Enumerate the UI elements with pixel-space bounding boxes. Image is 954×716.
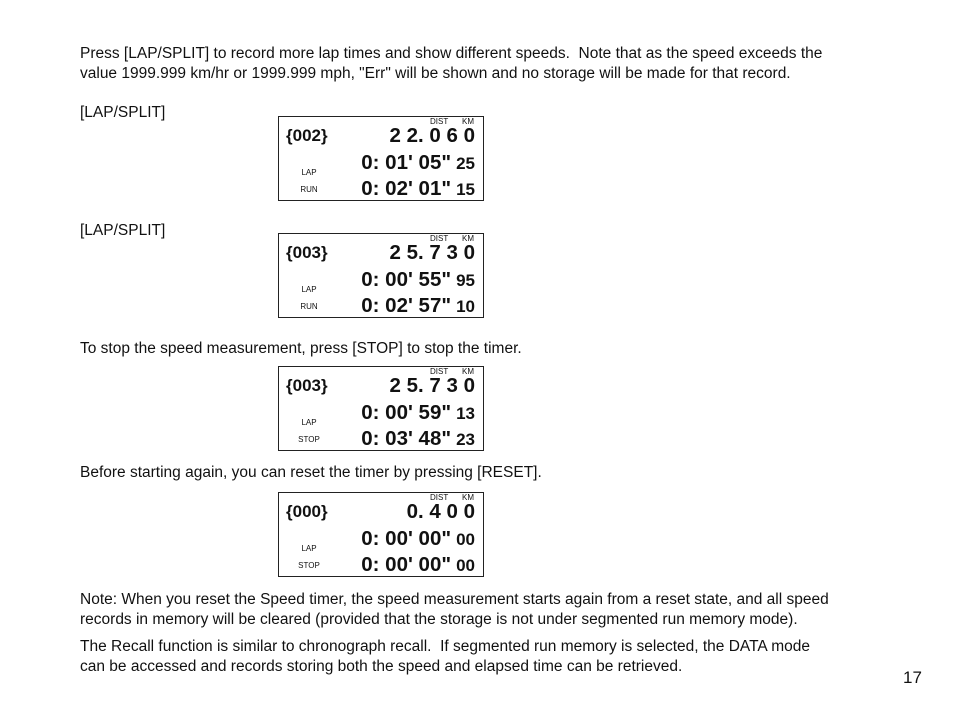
lcd-dist-label: DIST <box>430 234 449 243</box>
lcd-distance: 2 2. 0 6 0 <box>389 124 475 147</box>
lcd-total-time: 0: 00' 00" <box>361 553 452 576</box>
lcd-record-number: {000} <box>286 502 328 521</box>
page-number: 17 <box>903 668 922 687</box>
lcd-lap-time: 0: 00' 55" <box>361 268 452 291</box>
intro-paragraph <box>80 44 822 84</box>
lcd-lap-label: LAP <box>301 544 317 553</box>
paragraph-line: can be accessed and records storing both the speed and elapsed time can be retrieved. <box>80 658 683 675</box>
lcd-total-time-row <box>361 177 475 202</box>
lcd-unit-label: KM <box>462 367 474 376</box>
lcd-lap-time-row <box>361 268 475 293</box>
lcd-total-time-row <box>361 294 475 319</box>
lcd-unit-label: KM <box>462 234 474 243</box>
lcd-lap-time-hundredths: 25 <box>456 154 475 173</box>
paragraph-line: The Recall function is similar to chronograph recall. If segmented run memory is selected, the DATA mode <box>80 638 810 655</box>
lcd-lap-time: 0: 00' 59" <box>361 401 452 424</box>
note-paragraph <box>80 590 829 630</box>
lcd-total-time: 0: 03' 48" <box>361 427 452 450</box>
lcd-dist-label: DIST <box>430 367 449 376</box>
lcd-lap-time-row <box>361 401 475 426</box>
lcd-distance: 2 5. 7 3 0 <box>389 374 475 397</box>
lcd-status-label: STOP <box>298 561 320 570</box>
paragraph-line: Note: When you reset the Speed timer, the speed measurement starts again from a reset state, and all speed <box>80 591 829 608</box>
paragraph-line: To stop the speed measurement, press [STOP] to stop the timer. <box>80 340 522 357</box>
paragraph-line: Before starting again, you can reset the timer by pressing [RESET]. <box>80 464 542 481</box>
lcd-status-label: STOP <box>298 435 320 444</box>
reset-instruction <box>80 463 542 483</box>
lcd-total-time: 0: 02' 57" <box>361 294 452 317</box>
lcd-total-time-row <box>361 427 475 452</box>
lcd-unit-label: KM <box>462 493 474 502</box>
step-label: [LAP/SPLIT] <box>80 104 166 121</box>
paragraph-line: Press [LAP/SPLIT] to record more lap times and show different speeds. Note that as the speed exceeds the <box>80 45 823 62</box>
lcd-total-time-row <box>361 553 475 578</box>
lcd-record-number: {003} <box>286 376 328 395</box>
lcd-dist-label: DIST <box>430 117 449 126</box>
lcd-display-4 <box>278 492 484 577</box>
recall-paragraph <box>80 637 810 677</box>
lcd-display-1 <box>278 116 484 201</box>
lcd-lap-time-hundredths: 13 <box>456 404 475 423</box>
lcd-lap-time-hundredths: 95 <box>456 271 475 290</box>
lcd-display-3 <box>278 366 484 451</box>
lcd-lap-time: 0: 00' 00" <box>361 527 452 550</box>
lcd-total-time-hundredths: 15 <box>456 180 475 199</box>
lcd-dist-label: DIST <box>430 493 449 502</box>
paragraph-line: records in memory will be cleared (provided that the storage is not under segmented run memory mode). <box>80 611 798 628</box>
lcd-distance: 2 5. 7 3 0 <box>389 241 475 264</box>
step-label-lap-split-1 <box>80 103 165 123</box>
lcd-lap-time-row <box>361 527 475 552</box>
lcd-lap-time-row <box>361 151 475 176</box>
lcd-lap-time: 0: 01' 05" <box>361 151 452 174</box>
lcd-total-time-hundredths: 23 <box>456 430 475 449</box>
lcd-lap-label: LAP <box>301 285 317 294</box>
step-label: [LAP/SPLIT] <box>80 222 166 239</box>
lcd-lap-label: LAP <box>301 418 317 427</box>
lcd-record-number: {003} <box>286 243 328 262</box>
lcd-total-time-hundredths: 00 <box>456 556 475 575</box>
lcd-total-time-hundredths: 10 <box>456 297 475 316</box>
lcd-unit-label: KM <box>462 117 474 126</box>
paragraph-line: value 1999.999 km/hr or 1999.999 mph, "Err" will be shown and no storage will be made for that record. <box>80 65 791 82</box>
lcd-total-time: 0: 02' 01" <box>361 177 452 200</box>
step-label-lap-split-2 <box>80 221 165 241</box>
lcd-status-label: RUN <box>300 185 318 194</box>
lcd-display-2 <box>278 233 484 318</box>
lcd-lap-time-hundredths: 00 <box>456 530 475 549</box>
lcd-record-number: {002} <box>286 126 328 145</box>
lcd-status-label: RUN <box>300 302 318 311</box>
stop-instruction <box>80 339 522 359</box>
lcd-distance: 0. 4 0 0 <box>406 500 475 523</box>
lcd-lap-label: LAP <box>301 168 317 177</box>
